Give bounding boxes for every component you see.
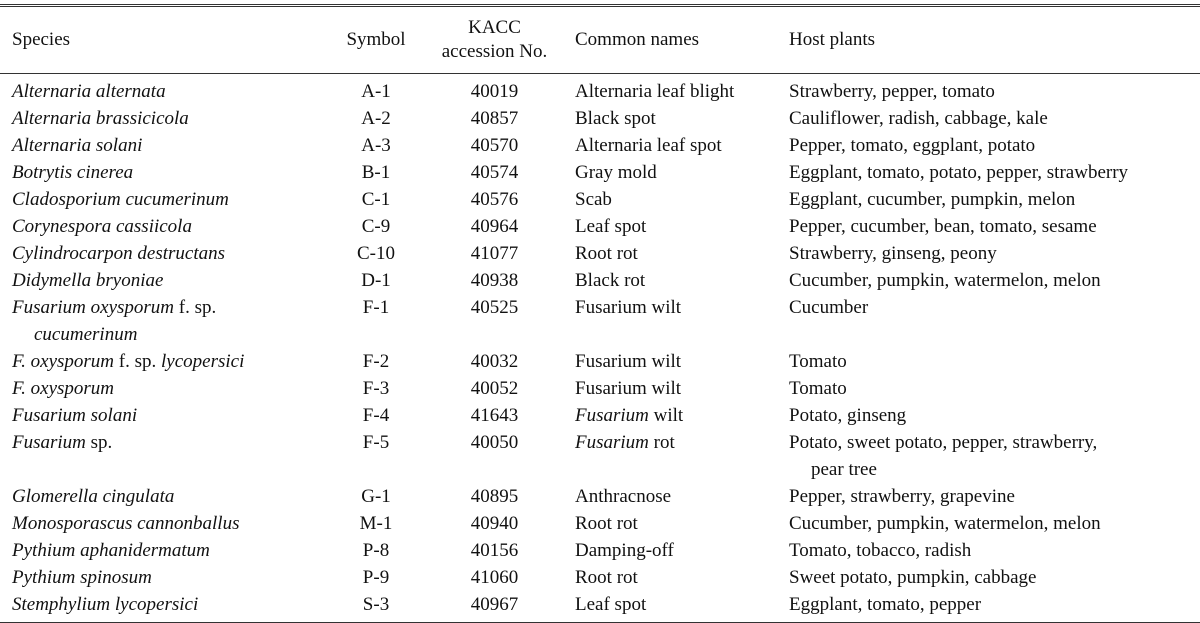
host-plants-text: Tomato	[789, 351, 847, 372]
pathogen-table	[0, 4, 1200, 623]
cell-symbol: A-3	[361, 135, 391, 156]
cell-host-plants	[785, 348, 1200, 375]
common-name-text: Root rot	[575, 243, 638, 264]
cell-symbol: M-1	[359, 513, 393, 534]
header-kacc-line1: KACC	[468, 17, 521, 38]
host-plants-text: Cucumber, pumpkin, watermelon, melon	[789, 270, 1101, 291]
cell-host-plants	[785, 429, 1200, 483]
host-plants-text: Eggplant, tomato, potato, pepper, strawberry	[789, 162, 1129, 183]
cell-host-plants	[785, 159, 1200, 186]
host-plants-text: Eggplant, tomato, pepper	[789, 594, 982, 615]
cell-common-name	[567, 267, 785, 294]
host-plants-text: pear tree	[811, 459, 877, 480]
cell-host-plants	[785, 591, 1200, 623]
species-text: sp.	[85, 432, 113, 453]
table-row	[0, 348, 1200, 375]
cell-symbol: B-1	[361, 162, 391, 183]
cell-species	[0, 510, 330, 537]
cell-species	[0, 240, 330, 267]
species-text: Botrytis cinerea	[12, 162, 134, 183]
cell-species	[0, 132, 330, 159]
table-row	[0, 74, 1200, 106]
common-name-text: Root rot	[575, 513, 638, 534]
host-plants-text: Pepper, tomato, eggplant, potato	[789, 135, 1036, 156]
common-name-text: Root rot	[575, 567, 638, 588]
species-text: Monosporascus cannonballus	[12, 513, 240, 534]
cell-host-plants	[785, 564, 1200, 591]
cell-common-name	[567, 294, 785, 348]
cell-symbol: C-9	[361, 216, 391, 237]
table-row	[0, 537, 1200, 564]
header-species: Species	[12, 29, 71, 50]
host-plants-text: Potato, ginseng	[789, 405, 907, 426]
cell-accession: 40052	[470, 378, 519, 399]
header-kacc-line2: accession No.	[441, 41, 548, 62]
cell-common-name	[567, 375, 785, 402]
host-plants-text: Cucumber, pumpkin, watermelon, melon	[789, 513, 1101, 534]
cell-host-plants	[785, 402, 1200, 429]
species-text: Glomerella cingulata	[12, 486, 175, 507]
cell-symbol: C-10	[357, 243, 395, 264]
species-text: F. oxysporum	[12, 351, 115, 372]
cell-host-plants	[785, 537, 1200, 564]
cell-host-plants	[785, 74, 1200, 106]
host-plants-text: Tomato, tobacco, radish	[789, 540, 972, 561]
species-text: Corynespora cassiicola	[12, 216, 192, 237]
common-name-text: wilt	[648, 405, 684, 426]
species-text: cucumerinum	[34, 324, 138, 345]
species-text: f. sp.	[114, 351, 162, 372]
cell-common-name	[567, 159, 785, 186]
cell-symbol: F-3	[362, 378, 390, 399]
cell-symbol: G-1	[361, 486, 391, 507]
table-row	[0, 294, 1200, 348]
cell-species	[0, 267, 330, 294]
common-name-text: Fusarium wilt	[575, 378, 682, 399]
cell-species	[0, 483, 330, 510]
host-plants-text: Pepper, strawberry, grapevine	[789, 486, 1015, 507]
cell-species	[0, 402, 330, 429]
cell-species	[0, 564, 330, 591]
common-name-text: Anthracnose	[575, 486, 672, 507]
table-row	[0, 186, 1200, 213]
cell-symbol: F-2	[362, 351, 390, 372]
header-row	[0, 6, 1200, 74]
common-name-text: Gray mold	[575, 162, 657, 183]
table-row	[0, 429, 1200, 483]
host-plants-text: Strawberry, pepper, tomato	[789, 81, 995, 102]
table-row	[0, 240, 1200, 267]
host-plants-text: Cucumber	[789, 297, 869, 318]
species-text: f. sp.	[174, 297, 217, 318]
cell-common-name	[567, 591, 785, 623]
table-row	[0, 267, 1200, 294]
common-name-text: Damping-off	[575, 540, 674, 561]
cell-common-name	[567, 402, 785, 429]
cell-host-plants	[785, 240, 1200, 267]
cell-accession: 40857	[470, 108, 519, 129]
cell-common-name	[567, 348, 785, 375]
table-body	[0, 74, 1200, 623]
cell-species	[0, 429, 330, 483]
cell-common-name	[567, 132, 785, 159]
cell-symbol: F-1	[362, 297, 390, 318]
species-text: Didymella bryoniae	[12, 270, 164, 291]
cell-accession: 41060	[470, 567, 519, 588]
host-plants-text: Potato, sweet potato, pepper, strawberry,	[789, 432, 1098, 453]
cell-accession: 40895	[470, 486, 519, 507]
table-row	[0, 564, 1200, 591]
cell-accession: 40964	[470, 216, 519, 237]
cell-species	[0, 159, 330, 186]
species-text: F. oxysporum	[12, 378, 115, 399]
cell-accession: 40156	[470, 540, 519, 561]
cell-host-plants	[785, 105, 1200, 132]
cell-common-name	[567, 186, 785, 213]
header-symbol: Symbol	[346, 29, 406, 50]
common-name-text: Leaf spot	[575, 594, 647, 615]
cell-symbol: A-2	[361, 108, 391, 129]
common-name-text: Black spot	[575, 108, 656, 129]
host-plants-text: Cauliflower, radish, cabbage, kale	[789, 108, 1048, 129]
cell-symbol: D-1	[361, 270, 391, 291]
cell-accession: 40032	[470, 351, 519, 372]
cell-species	[0, 105, 330, 132]
host-plants-text: Strawberry, ginseng, peony	[789, 243, 997, 264]
cell-common-name	[567, 213, 785, 240]
cell-host-plants	[785, 267, 1200, 294]
cell-accession: 40938	[470, 270, 519, 291]
cell-species	[0, 213, 330, 240]
cell-accession: 40525	[470, 297, 519, 318]
cell-host-plants	[785, 294, 1200, 348]
cell-common-name	[567, 429, 785, 483]
cell-species	[0, 186, 330, 213]
cell-accession: 40019	[470, 81, 519, 102]
cell-host-plants	[785, 375, 1200, 402]
cell-accession: 40576	[470, 189, 519, 210]
cell-common-name	[567, 105, 785, 132]
cell-symbol: S-3	[330, 591, 422, 623]
cell-host-plants	[785, 132, 1200, 159]
common-name-text: rot	[648, 432, 675, 453]
cell-species	[0, 348, 330, 375]
cell-common-name	[567, 537, 785, 564]
cell-common-name	[567, 510, 785, 537]
cell-species	[0, 375, 330, 402]
cell-symbol: P-8	[362, 540, 390, 561]
cell-common-name	[567, 564, 785, 591]
species-text: Fusarium solani	[12, 405, 138, 426]
table-row	[0, 132, 1200, 159]
cell-host-plants	[785, 213, 1200, 240]
cell-species	[0, 537, 330, 564]
host-plants-text: Pepper, cucumber, bean, tomato, sesame	[789, 216, 1097, 237]
host-plants-text: Sweet potato, pumpkin, cabbage	[789, 567, 1037, 588]
common-name-text: Leaf spot	[575, 216, 647, 237]
cell-accession: 41643	[470, 405, 519, 426]
species-text: Alternaria alternata	[12, 81, 166, 102]
table-row	[0, 105, 1200, 132]
common-name-text: Black rot	[575, 270, 646, 291]
species-text: Stemphylium lycopersici	[12, 594, 199, 615]
host-plants-text: Tomato	[789, 378, 847, 399]
common-name-text: Scab	[575, 189, 612, 210]
cell-symbol: C-1	[361, 189, 391, 210]
cell-accession: 40967	[422, 591, 567, 623]
species-text: Fusarium	[12, 432, 86, 453]
cell-common-name	[567, 74, 785, 106]
table-row	[0, 591, 1200, 623]
table-row	[0, 159, 1200, 186]
species-text: Pythium spinosum	[12, 567, 152, 588]
table-row	[0, 402, 1200, 429]
common-name-text: Fusarium	[575, 432, 649, 453]
species-text: Pythium aphanidermatum	[12, 540, 210, 561]
cell-symbol: P-9	[362, 567, 390, 588]
cell-accession: 40574	[470, 162, 519, 183]
cell-symbol: F-4	[362, 405, 390, 426]
table-row	[0, 213, 1200, 240]
species-text: Fusarium oxysporum	[12, 297, 175, 318]
cell-symbol: A-1	[361, 81, 391, 102]
species-text: Alternaria brassicicola	[12, 108, 189, 129]
table-header	[0, 6, 1200, 74]
species-text: Cylindrocarpon destructans	[12, 243, 226, 264]
cell-accession: 41077	[470, 243, 519, 264]
cell-host-plants	[785, 510, 1200, 537]
species-text: Alternaria solani	[12, 135, 143, 156]
header-kacc	[422, 6, 567, 74]
header-common-names: Common names	[575, 29, 700, 50]
species-continuation	[12, 321, 137, 348]
cell-symbol: F-5	[362, 432, 390, 453]
cell-host-plants	[785, 186, 1200, 213]
cell-common-name	[567, 483, 785, 510]
common-name-text: Alternaria leaf blight	[575, 81, 735, 102]
cell-accession: 40940	[470, 513, 519, 534]
common-name-text: Fusarium	[575, 405, 649, 426]
species-text: Cladosporium cucumerinum	[12, 189, 229, 210]
table-row	[0, 375, 1200, 402]
cell-species	[0, 74, 330, 106]
cell-accession: 40050	[470, 432, 519, 453]
common-name-text: Fusarium wilt	[575, 351, 682, 372]
host-plants-text: Eggplant, cucumber, pumpkin, melon	[789, 189, 1076, 210]
cell-common-name	[567, 240, 785, 267]
common-name-text: Alternaria leaf spot	[575, 135, 722, 156]
common-name-text: Fusarium wilt	[575, 297, 682, 318]
table-row	[0, 483, 1200, 510]
cell-species	[0, 294, 330, 348]
species-text: lycopersici	[161, 351, 245, 372]
cell-host-plants	[785, 483, 1200, 510]
table-row	[0, 510, 1200, 537]
cell-accession: 40570	[470, 135, 519, 156]
header-host-plants: Host plants	[789, 29, 876, 50]
cell-species	[0, 591, 330, 623]
